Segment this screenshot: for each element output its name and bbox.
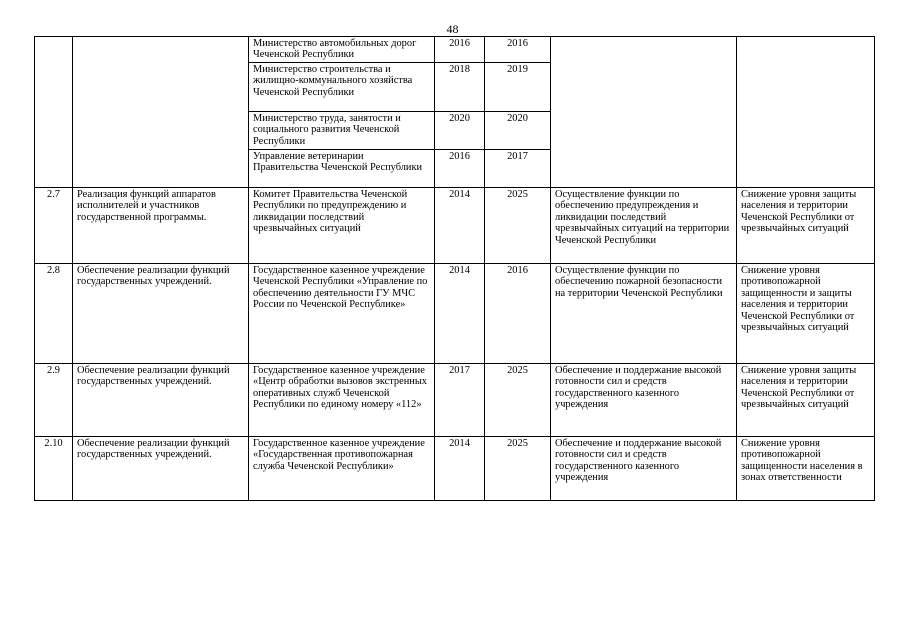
end-year: 2017 [485,150,551,188]
num-cell: 2.7 [35,188,73,264]
program-table [34,36,875,501]
end-year: 2016 [485,37,551,63]
activity-cell: Реализация функций аппаратов исполнителей и участников государственной программы. [73,188,249,264]
start-year: 2020 [435,112,485,150]
start-year: 2016 [435,37,485,63]
result-cell: Осуществление функции по обеспечению предупреждения и ликвидации последствий чрезвычайных ситуаций на территории Чеченской Республики [551,188,737,264]
result-cell: Обеспечение и поддержание высокой готовности сил и средств государственного казенного учреждения [551,364,737,437]
result-cell: Осуществление функции по обеспечению пожарной безопасности на территории Чеченской Республики [551,264,737,364]
agency-cell: Министерство автомобильных дорог Чеченской Республики [249,37,435,63]
start-year: 2014 [435,188,485,264]
end-year: 2020 [485,112,551,150]
indicator-cell: Снижение уровня противопожарной защищенности населения в зонах ответственности [737,437,875,501]
num-cell: 2.9 [35,364,73,437]
activity-cell: Обеспечение реализации функций государственных учреждений. [73,364,249,437]
agency-cell: Государственное казенное учреждение Чеченской Республики «Управление по обеспечению деятельности ГУ МЧС России по Чеченской Республике» [249,264,435,364]
end-year: 2025 [485,364,551,437]
start-year: 2018 [435,63,485,112]
agency-cell: Государственное казенное учреждение «Государственная противопожарная служба Чеченской Республики» [249,437,435,501]
end-year: 2016 [485,264,551,364]
agency-cell: Управление ветеринарии Правительства Чеченской Республики [249,150,435,188]
num-cell [35,37,73,188]
table-row [35,37,875,63]
agency-cell: Министерство труда, занятости и социального развития Чеченской Республики [249,112,435,150]
start-year: 2014 [435,264,485,364]
page-number: 48 [446,22,459,36]
indicator-cell: Снижение уровня защиты населения и территории Чеченской Республики от чрезвычайных ситуаций [737,188,875,264]
result-cell: Обеспечение и поддержание высокой готовности сил и средств государственного казенного учреждения [551,437,737,501]
agency-cell: Комитет Правительства Чеченской Республики по предупреждению и ликвидации последствий чрезвычайных ситуаций [249,188,435,264]
indicator-cell [737,37,875,188]
table-row [35,364,875,437]
indicator-cell: Снижение уровня противопожарной защищенности и защиты населения и территории Чеченской Республики от чрезвычайных ситуаций [737,264,875,364]
agency-cell: Государственное казенное учреждение «Центр обработки вызовов экстренных оперативных служб Чеченской Республики по единому номеру «112» [249,364,435,437]
end-year: 2025 [485,188,551,264]
result-cell [551,37,737,188]
table-row [35,188,875,264]
activity-cell: Обеспечение реализации функций государственных учреждений. [73,264,249,364]
num-cell: 2.8 [35,264,73,364]
agency-cell: Министерство строительства и жилищно-коммунального хозяйства Чеченской Республики [249,63,435,112]
indicator-cell: Снижение уровня защиты населения и территории Чеченской Республики от чрезвычайных ситуаций [737,364,875,437]
activity-cell: Обеспечение реализации функций государственных учреждений. [73,437,249,501]
start-year: 2014 [435,437,485,501]
end-year: 2025 [485,437,551,501]
table-row [35,437,875,501]
start-year: 2017 [435,364,485,437]
end-year: 2019 [485,63,551,112]
activity-cell [73,37,249,188]
start-year: 2016 [435,150,485,188]
table-row [35,264,875,364]
num-cell: 2.10 [35,437,73,501]
